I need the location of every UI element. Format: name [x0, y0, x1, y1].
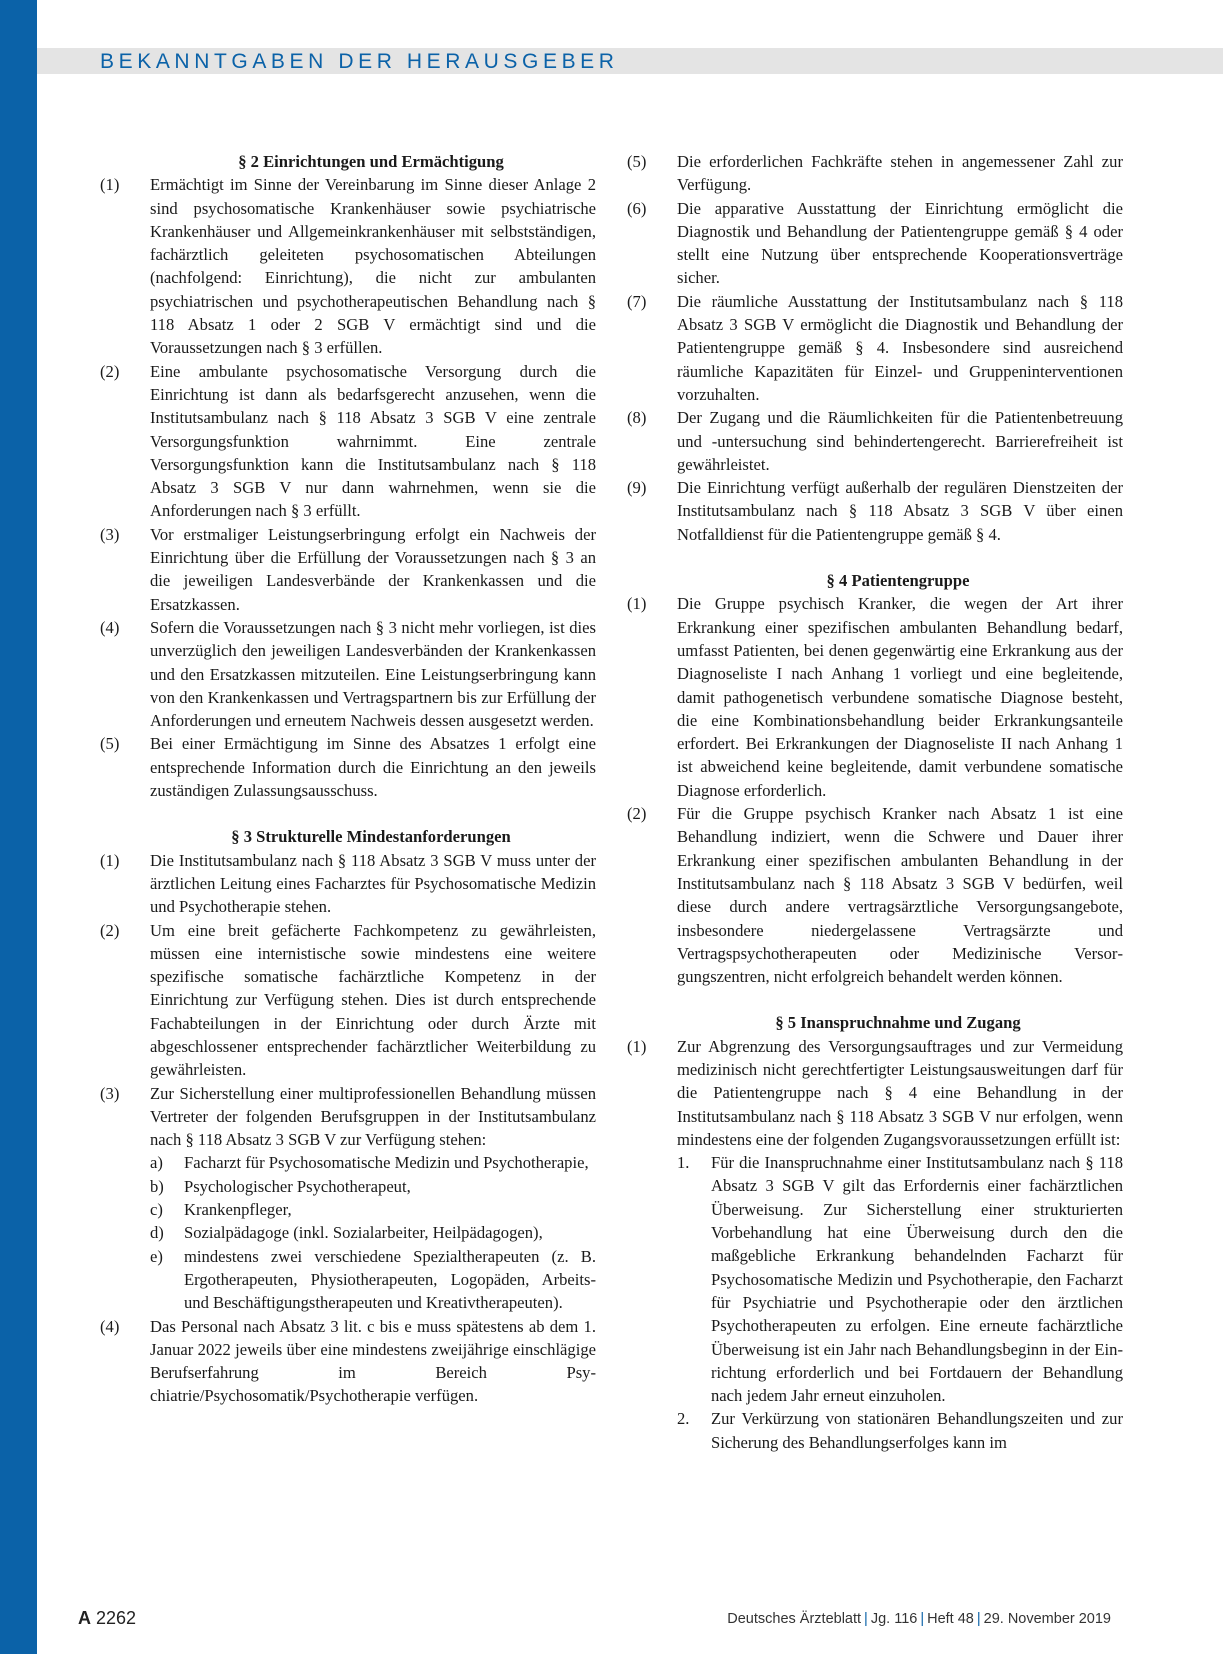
paragraph-number: (3) — [100, 1083, 120, 1103]
paragraph-text: Zur Abgrenzung des Versorgungsauftrages und zur Vermeidung medizinisch nicht gerechtfertigter Leistungsausweitungen darf für die Patientengruppe nach § 4 eine Behandlung in der Institutsambulanz nach § 118 Absatz 3 SGB V nur erfolgen, wenn mindestens eine der folgenden Zugangsvoraussetzungen erfüllt ist: — [677, 1036, 1123, 1149]
list-label: c) — [150, 1200, 163, 1220]
paragraph-text: Um eine breit gefächerte Fachkompetenz zu gewährleisten, müssen eine internistische sowie mindestens eine weitere spezifische somatische fachärztliche Kompetenz in der Einrichtung zur Verfügung stehen. Dies ist durch entsprechende Fachabteilungen in der Einrichtung oder durch Ärzte mit abgeschlossener entsprechender fachärztlicher Weiterbildung zu gewährleisten. — [150, 920, 596, 1080]
journal-date: 29. November 2019 — [983, 1611, 1111, 1627]
paragraph-text: Die erforderlichen Fachkräfte stehen in angemessener Zahl zur Verfügung. — [677, 152, 1123, 195]
spacer — [100, 802, 596, 825]
section-title: BEKANNTGABEN DER HERAUSGEBER — [100, 50, 619, 73]
list-text: Psychologischer Psychotherapeut, — [184, 1176, 411, 1196]
list-text: Facharzt für Psychosomatische Medizin und Psychotherapie, — [184, 1153, 589, 1173]
list-text: Krankenpfleger, — [184, 1200, 292, 1220]
list-label: d) — [150, 1223, 164, 1243]
section-3-heading: § 3 Strukturelle Mindestanforderungen — [231, 827, 511, 847]
list-text: Sozialpädagoge (inkl. Sozialarbeiter, Heilpädagogen), — [184, 1223, 543, 1243]
paragraph — [627, 1035, 1123, 1454]
page-number-value: 2262 — [96, 1608, 137, 1628]
list-text: Zur Verkürzung von stationären Behandlungszeiten und zur Sicherung des Behandlungserfolges kann im — [711, 1409, 1123, 1452]
paragraph-text: Die apparative Ausstattung der Einrichtung ermöglicht die Diagnostik und Behandlung der Patientengruppe gemäß § 4 oder stellt eine Nutzung über entsprechende Kooperationsverträge sicher. — [677, 198, 1123, 288]
paragraph-number: (8) — [627, 408, 647, 428]
paragraph-body — [150, 1082, 596, 1315]
spacer — [627, 988, 1123, 1011]
list-item — [677, 1407, 1123, 1454]
side-color-bar — [0, 0, 37, 1654]
paragraph-text: Zur Sicherstellung einer multiprofessionellen Behandlung müssen Vertreter der folgenden Berufsgruppen in der Institutsambulanz nach § 118 Absatz 3 SGB V zur Verfügung stehen: — [150, 1083, 596, 1150]
paragraph-number: (2) — [100, 920, 120, 940]
journal-info — [727, 1611, 1111, 1627]
separator: | — [976, 1611, 981, 1627]
paragraph-number: (1) — [627, 1036, 647, 1056]
paragraph — [100, 732, 596, 802]
paragraph-number: (3) — [100, 524, 120, 544]
journal-issue: Heft 48 — [927, 1611, 974, 1627]
list-item — [150, 1245, 596, 1315]
list-label: e) — [150, 1246, 163, 1266]
paragraph-number: (4) — [100, 617, 120, 637]
paragraph-number: (2) — [627, 804, 647, 824]
paragraph-number: (4) — [100, 1316, 120, 1336]
page-prefix: A — [78, 1608, 91, 1628]
paragraph-text: Sofern die Voraussetzungen nach § 3 nicht mehr vorliegen, ist dies unverzüglich den jeweiligen Landesverbänden der Krankenkassen und den Ersatzkassen mitzuteilen. Eine Leistungserbringung kann von den Krankenkassen und Vertragspartnern bis zur Erfüllung der Anforderungen und erneutem Nachweis dessen ausgesetzt werden. — [150, 617, 596, 731]
paragraph — [100, 360, 596, 523]
left-column — [100, 150, 596, 1408]
paragraph-number: (5) — [100, 734, 120, 754]
paragraph — [100, 523, 596, 616]
paragraph-number: (9) — [627, 478, 647, 498]
paragraph-number: (1) — [627, 594, 647, 614]
paragraph — [100, 919, 596, 1082]
list-item — [150, 1175, 596, 1198]
list-item — [150, 1221, 596, 1244]
paragraph — [100, 616, 596, 732]
paragraph-number: (5) — [627, 152, 647, 171]
paragraph — [100, 849, 596, 919]
paragraph — [100, 173, 596, 359]
list-item — [150, 1151, 596, 1174]
paragraph-text: Die Einrichtung verfügt außerhalb der regulären Dienstzeiten der Institutsambulanz nach § 118 Absatz 3 SGB V über einen Notfalldienst für die Patientengruppe gemäß § 4. — [677, 478, 1123, 544]
section-5-heading: § 5 Inanspruchnahme und Zugang — [775, 1013, 1021, 1033]
section-4-heading: § 4 Patientengruppe — [826, 571, 970, 591]
paragraph-text: Der Zugang und die Räumlichkeiten für die Patientenbetreuung und -untersuchung sind behindertengerecht. Barrierefreiheit ist gewährleistet. — [677, 408, 1123, 474]
list-label: b) — [150, 1176, 164, 1196]
paragraph — [100, 1315, 596, 1408]
paragraph-text: Ermächtigt im Sinne der Vereinbarung im Sinne dieser Anlage 2 sind psychosomatische Krankenhäuser sowie psychiatrische Krankenhäuser und Allgemeinkrankenhäuser mit selbstständigen, fachärztlich geleiteten psychosomatischen Abteilungen (nachfolgend: Einrichtung), die nicht zur ambulanten psychiatrischen und psychotherapeutischen Behandlung nach § 118 Absatz 1 oder 2 SGB V ermächtigt sind und die Voraussetzungen nach § 3 erfüllen. — [150, 175, 596, 358]
paragraph-text: Vor erstmaliger Leistungserbringung erfolgt ein Nachweis der Einrichtung über die Erfüllung der Voraussetzungen nach § 3 an die jeweiligen Landesverbände der Krankenkassen und die Ersatzkassen. — [150, 524, 596, 614]
paragraph — [100, 1082, 596, 1315]
paragraph-body — [677, 1035, 1123, 1454]
paragraph — [627, 197, 1123, 290]
paragraph — [627, 290, 1123, 406]
paragraph — [627, 592, 1123, 802]
paragraph-number: (2) — [100, 361, 120, 381]
journal-name: Deutsches Ärzteblatt — [727, 1611, 862, 1627]
separator: | — [864, 1611, 868, 1627]
paragraph-text: Die räumliche Ausstattung der Institutsambulanz nach § 118 Absatz 3 SGB V ermöglicht die Diagnostik und Behandlung der Patientengruppe gemäß § 4. Insbesondere sind ausreichend räumliche Kapazitäten für Einzel- und Gruppeninterventionen vorzuhalten. — [677, 291, 1123, 404]
paragraph-text: Eine ambulante psychosomatische Versorgung durch die Einrichtung ist dann als bedarfsgerecht anzusehen, wenn die Institutsambulanz nach § 118 Absatz 3 SGB V eine zentrale Versorgungsfunktion wahrnimmt. Eine zentrale Versorgungsfunktion kann die Institutsambulanz nach § 118 Absatz 3 SGB V nur dann wahrnehmen, wenn sie die Anforderungen nach § 3 erfüllt. — [150, 361, 596, 521]
paragraph-text: Für die Gruppe psychisch Kranker nach Absatz 1 ist eine Behandlung indiziert, wenn die Schwere und Dauer ihrer Erkrankung einer spezifischen ambulanten Behandlung in der Institutsambulanz nach § 118 Absatz 3 SGB V bedürfen, weil diese durch andere vertragsärztliche Versorgungsangebote, insbesondere niedergelassene Vertragsärzte und Vertragspsychotherapeuten oder Medizinische Versorgungszentren, nicht erfolgreich behandelt werden können. — [677, 804, 1123, 987]
page-number — [78, 1608, 136, 1629]
paragraph-text: Bei einer Ermächtigung im Sinne des Absatzes 1 erfolgt eine entsprechende Information durch die Einrichtung an den jeweils zuständigen Zulassungsausschuss. — [150, 734, 596, 801]
list-item — [677, 1151, 1123, 1407]
paragraph-text: Die Institutsambulanz nach § 118 Absatz 3 SGB V muss unter der ärztlichen Leitung eines Facharztes für Psychosomatische Medizin und Psychotherapie stehen. — [150, 850, 596, 917]
paragraph-text: Das Personal nach Absatz 3 lit. c bis e muss spätestens ab dem 1. Januar 2022 jeweils über eine mindestens zweijährige einschlägige Berufserfahrung im Bereich Psychiatrie/Psychosomatik/Psychotherapie verfügen. — [150, 1316, 596, 1406]
right-column — [627, 150, 1123, 1454]
paragraph — [627, 802, 1123, 988]
list-item — [150, 1198, 596, 1221]
paragraph — [627, 476, 1123, 546]
section-2-heading: § 2 Einrichtungen und Ermächtigung — [238, 152, 504, 171]
list-label: 2. — [677, 1409, 690, 1429]
paragraph — [627, 150, 1123, 197]
list-text: mindestens zwei verschiedene Spezialtherapeuten (z. B. Ergotherapeuten, Physiotherapeuten, Logopäden, Arbeits- und Beschäftigungstherapeuten und Kreativtherapeuten). — [184, 1246, 596, 1313]
list-label: 1. — [677, 1153, 690, 1173]
paragraph — [627, 406, 1123, 476]
paragraph-number: (1) — [100, 850, 120, 870]
separator: | — [920, 1611, 925, 1627]
journal-volume: Jg. 116 — [870, 1611, 918, 1627]
list-label: a) — [150, 1153, 163, 1173]
paragraph-number: (1) — [100, 175, 120, 195]
paragraph-number: (7) — [627, 291, 647, 311]
paragraph-number: (6) — [627, 198, 647, 218]
spacer — [627, 546, 1123, 569]
paragraph-text: Die Gruppe psychisch Kranker, die wegen der Art ihrer Erkrankung einer spezifischen ambulanten Behandlung bedarf, umfasst Patienten, bei denen gegenwärtig eine Erkrankung aus der Diagnoseliste I nach Anhang 1 vorliegt und eine begleitende, damit pathogenetisch verbundene somatische Diagnose besteht, die eine Kombinationsbehandlung beider Erkrankungsanteile erfordert. Bei Erkrankungen der Diagnoseliste II nach Anhang 1 ist abweichend keine begleitende, damit verbundene somatische Diagnose erforderlich. — [677, 594, 1123, 800]
list-text: Für die Inanspruchnahme einer Institutsambulanz nach § 118 Absatz 3 SGB V gilt das Erfordernis einer fachärztlichen Überweisung. Zur Sicherstellung einer strukturierten Vorbehandlung hat eine Überweisung durch den die maßgebliche Erkrankung behandelnden Facharzt für Psychosomatische Medizin und Psychotherapie, den Facharzt für Psychiatrie und Psychotherapie oder den ärztlichen Psychotherapeuten zu erfolgen. Eine erneute fachärztliche Überweisung ist ein Jahr nach Behandlungsbeginn in der Einrichtung erforderlich und bei Fortdauern der Behandlung nach jedem Jahr erneut einzuholen. — [711, 1153, 1123, 1406]
